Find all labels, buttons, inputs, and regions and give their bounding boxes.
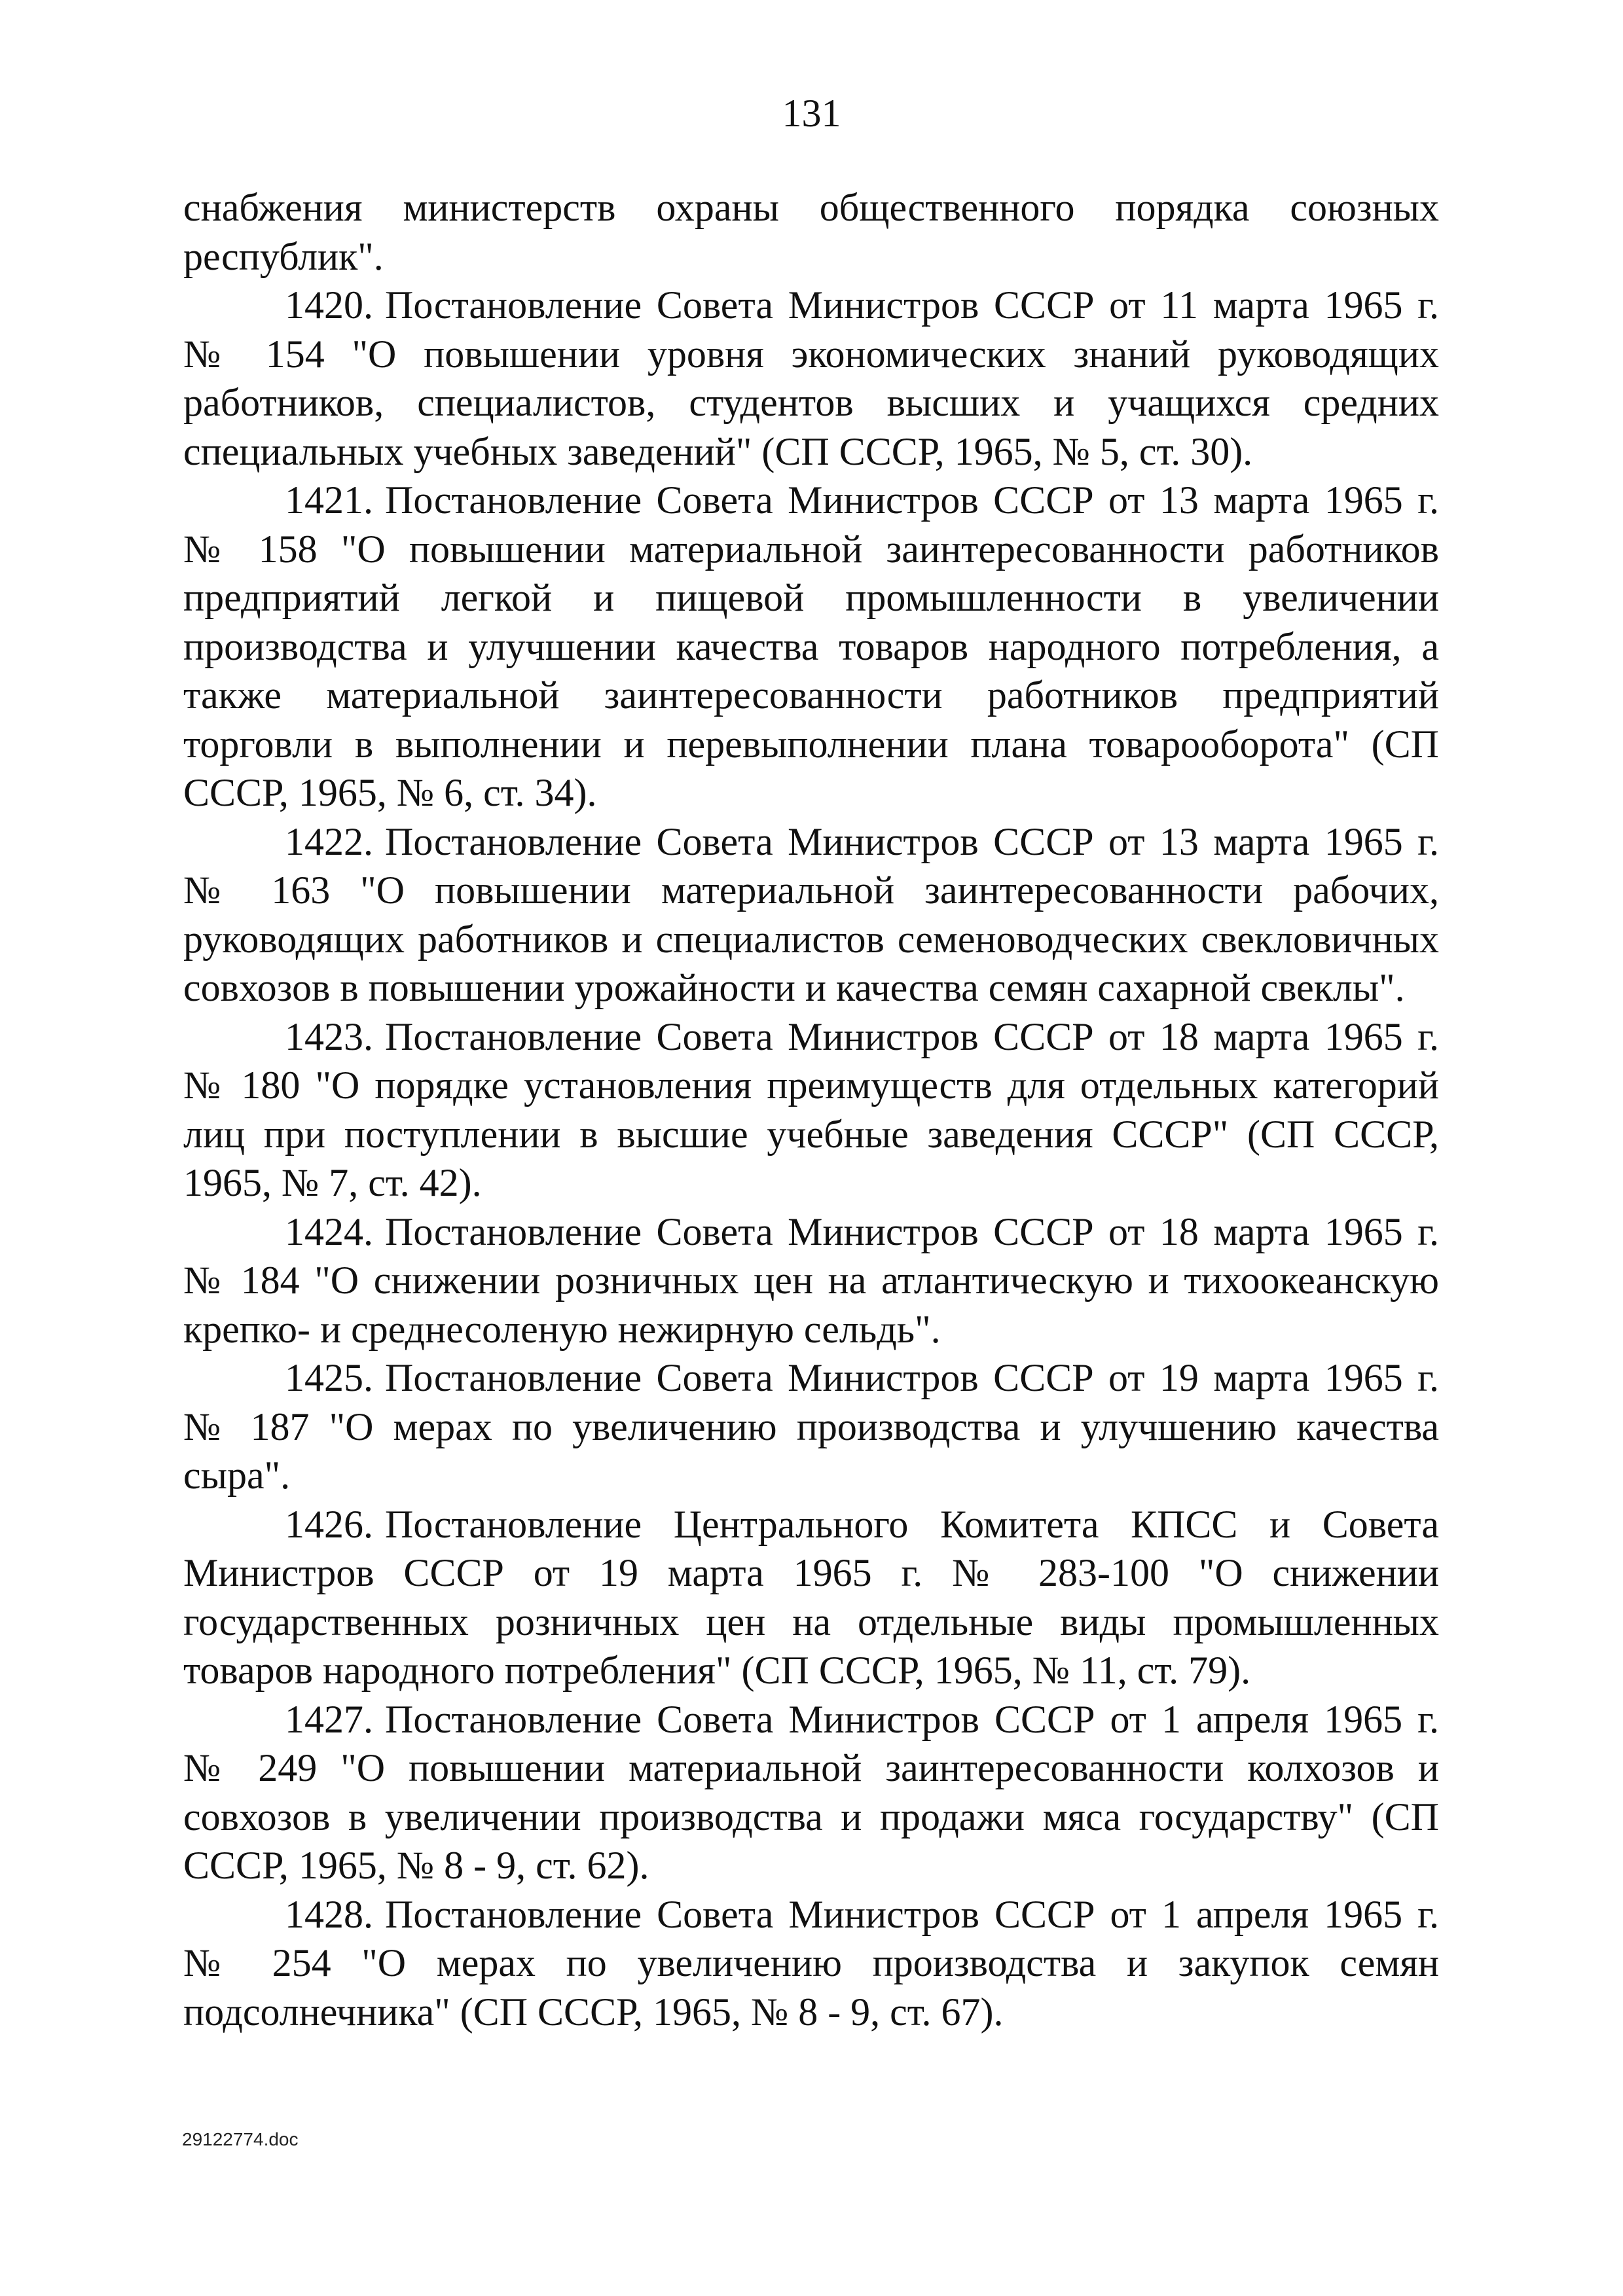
entry-number: 1420. — [285, 283, 373, 327]
entry-text: Постановление Совета Министров СССР от 11 марта 1965 г. № 154 "О повышении уровня экономических знаний руководящих работников, специалистов, студентов высших и учащихся средних специальных учебных заведений" (СП СССР, 1965, № 5, ст. 30). — [183, 283, 1439, 473]
entry-number: 1424. — [285, 1210, 373, 1253]
entry-1422 — [183, 817, 1439, 1013]
entry-number: 1421. — [285, 478, 373, 522]
entry-1425 — [183, 1354, 1439, 1500]
entry-number: 1426. — [285, 1502, 373, 1546]
entry-text: Постановление Совета Министров СССР от 18 марта 1965 г. № 184 "О снижении розничных цен на атлантическую и тихоокеанскую крепко- и среднесоленую нежирную сельдь". — [183, 1210, 1439, 1351]
entry-1427 — [183, 1695, 1439, 1890]
entry-1426 — [183, 1500, 1439, 1695]
lead-paragraph: снабжения министерств охраны общественного порядка союзных республик". — [183, 186, 1439, 278]
entry-number: 1425. — [285, 1356, 373, 1399]
entry-text: Постановление Совета Министров СССР от 19 марта 1965 г. № 187 "О мерах по увеличению производства и улучшению качества сыра". — [183, 1356, 1439, 1497]
entry-number: 1428. — [285, 1892, 373, 1936]
entry-1421 — [183, 476, 1439, 817]
document-body — [183, 183, 1439, 2036]
entry-text: Постановление Совета Министров СССР от 1 апреля 1965 г. № 254 "О мерах по увеличению производства и закупок семян подсолнечника" (СП СССР, 1965, № 8 - 9, ст. 67). — [183, 1892, 1439, 2034]
entry-text: Постановление Совета Министров СССР от 1 апреля 1965 г. № 249 "О повышении материальной заинтересованности колхозов и совхозов в увеличении производства и продажи мяса государству" (СП СССР, 1965, № 8 - 9, ст. 62). — [183, 1697, 1439, 1887]
entry-text: Постановление Совета Министров СССР от 13 марта 1965 г. № 163 "О повышении материальной заинтересованности рабочих, руководящих работников и специалистов семеноводческих свекловичных совхозов в повышении урожайности и качества семян сахарной свеклы". — [183, 819, 1439, 1009]
entry-1420 — [183, 281, 1439, 476]
entry-text: Постановление Совета Министров СССР от 18 марта 1965 г. № 180 "О порядке установления преимуществ для отдельных категорий лиц при поступлении в высшие учебные заведения СССР" (СП СССР, 1965, № 7, ст. 42). — [183, 1014, 1439, 1204]
entry-1423 — [183, 1013, 1439, 1208]
entry-number: 1423. — [285, 1014, 373, 1058]
entry-1424 — [183, 1208, 1439, 1354]
entry-number: 1427. — [285, 1697, 373, 1741]
footer-filename: 29122774.doc — [182, 2129, 299, 2149]
entry-text: Постановление Центрального Комитета КПСС и Совета Министров СССР от 19 марта 1965 г. № 283-100 "О снижении государственных розничных цен на отдельные виды промышленных товаров народного потребления" (СП СССР, 1965, № 11, ст. 79). — [183, 1502, 1439, 1692]
page-number: 131 — [782, 92, 841, 135]
entry-number: 1422. — [285, 819, 373, 863]
entry-text: Постановление Совета Министров СССР от 13 марта 1965 г. № 158 "О повышении материальной заинтересованности работников предприятий легкой и пищевой промышленности в увеличении производства и улучшении качества товаров народного потребления, а также материальной заинтересованности работников предприятий торговли в выполнении и перевыполнении плана товарооборота" (СП СССР, 1965, № 6, ст. 34). — [183, 478, 1439, 814]
entry-1428 — [183, 1890, 1439, 2037]
